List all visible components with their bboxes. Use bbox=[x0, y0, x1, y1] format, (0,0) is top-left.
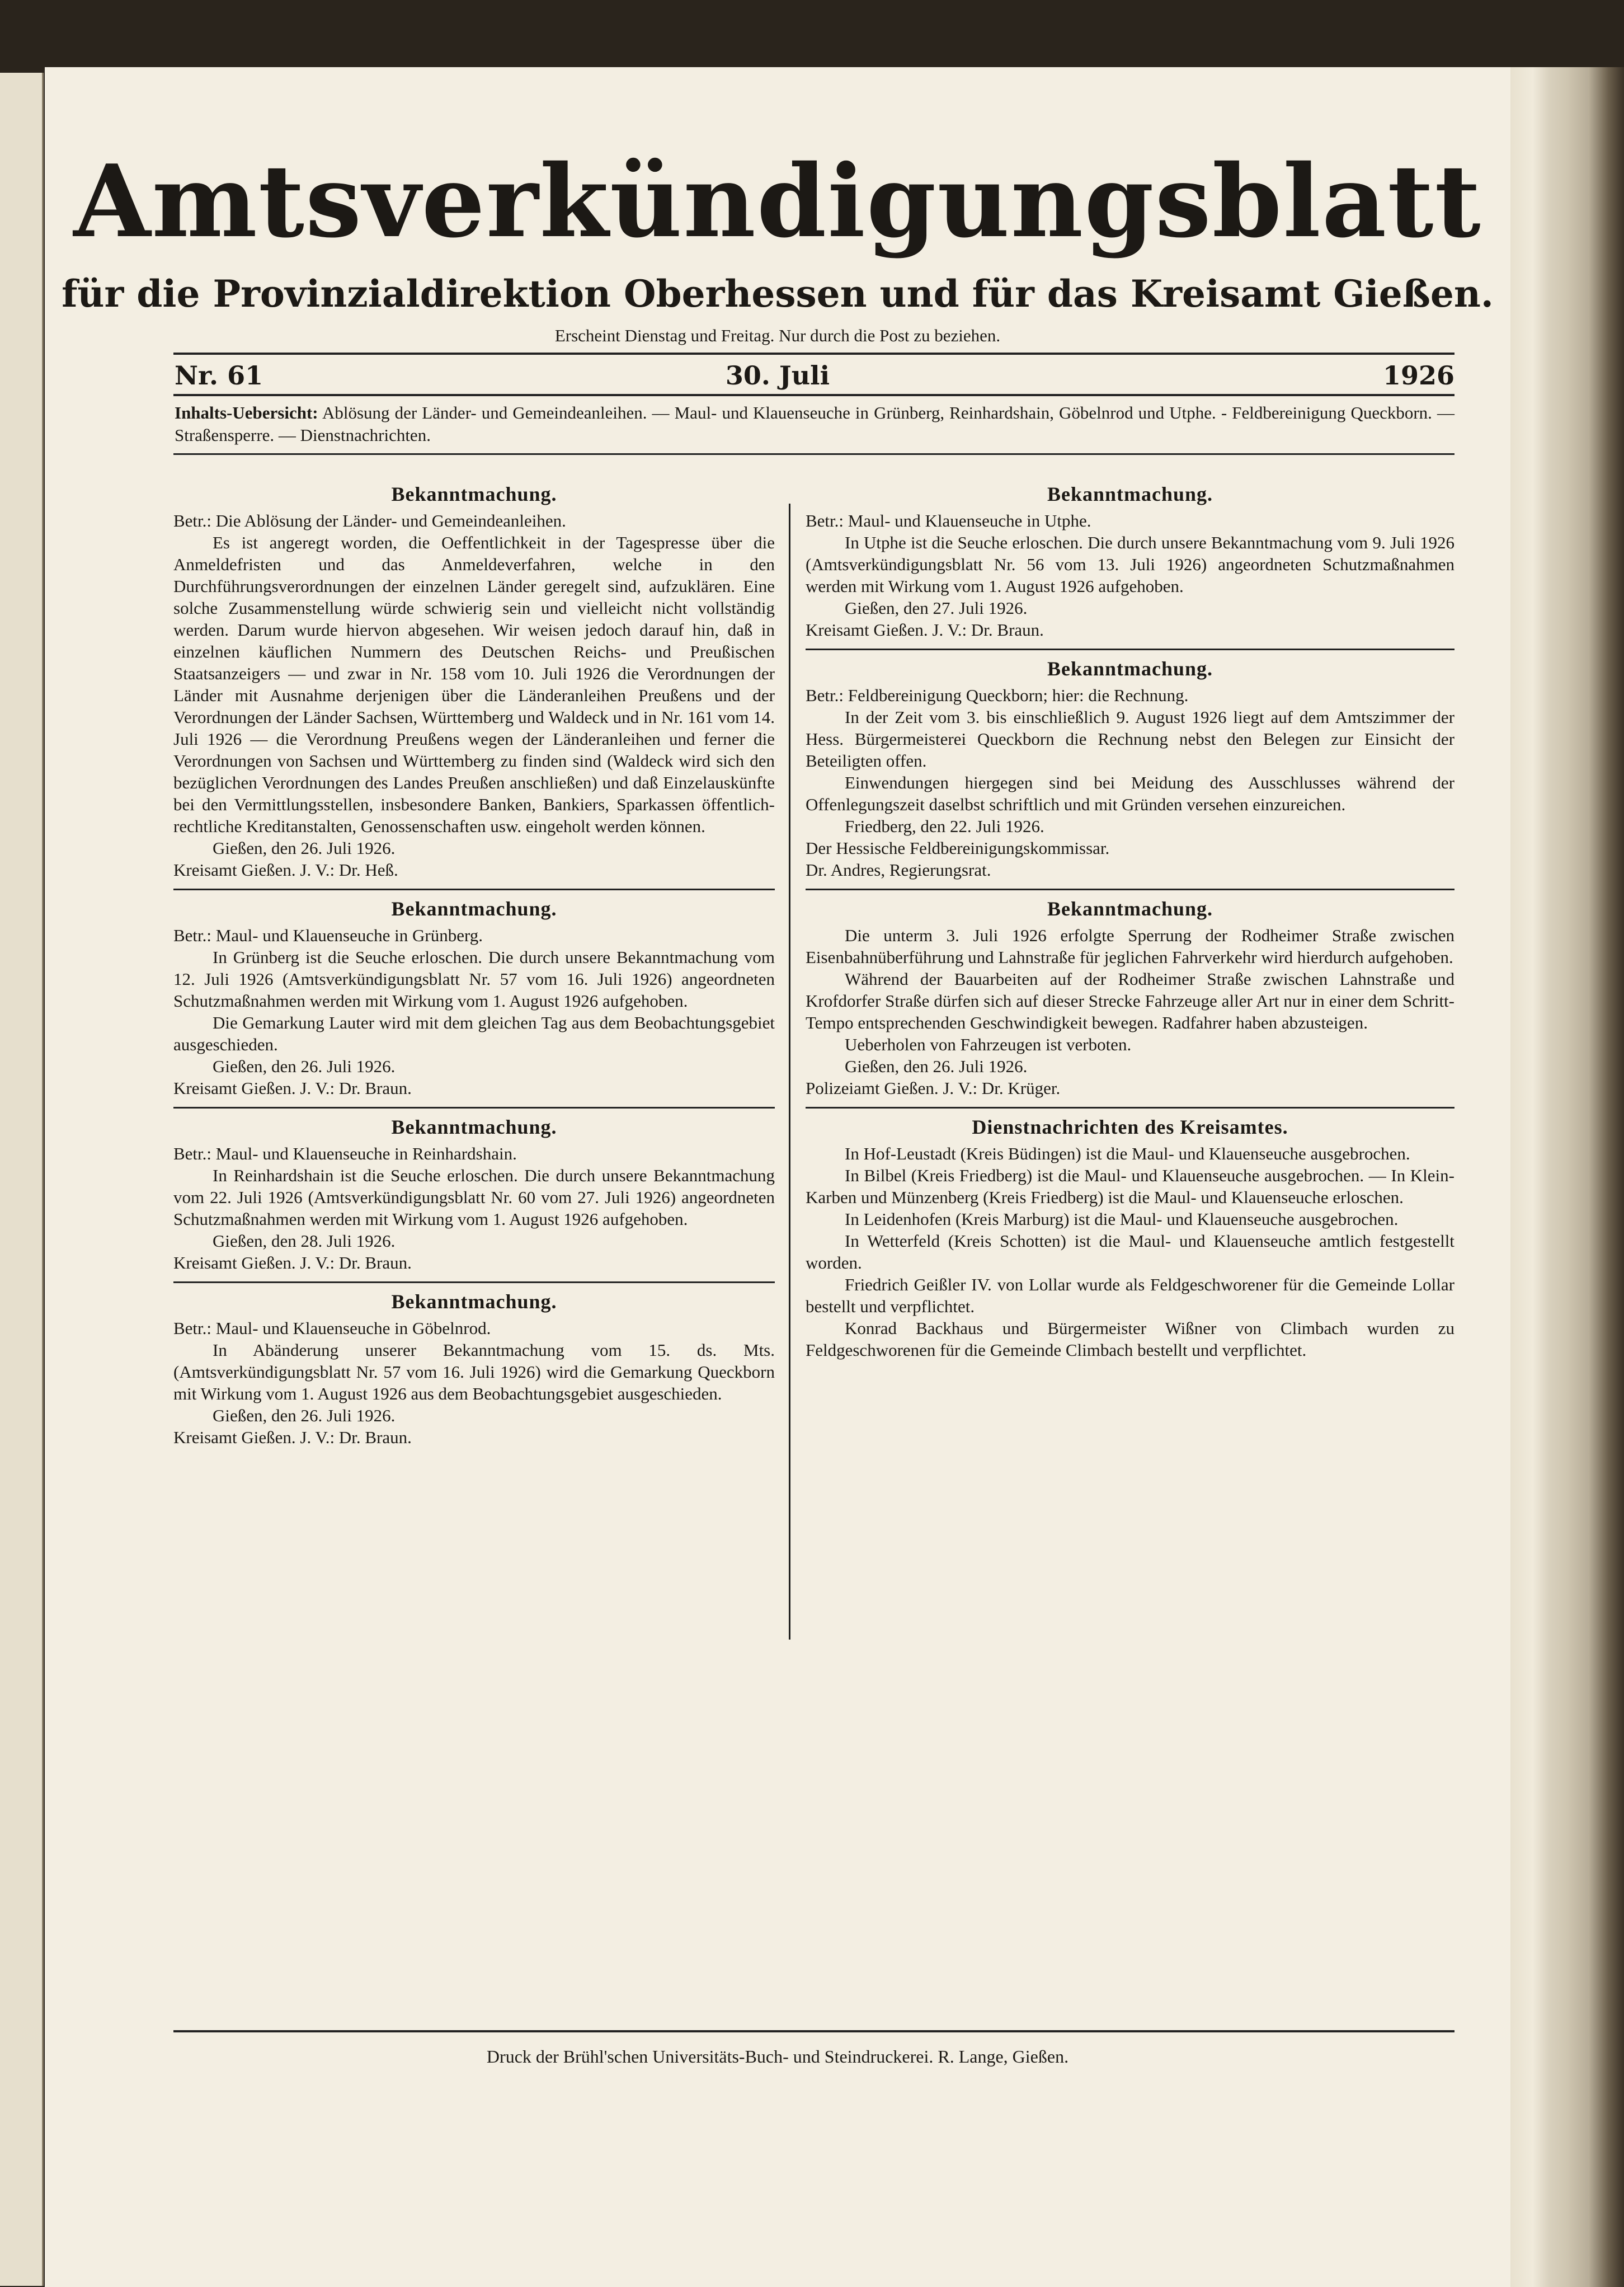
printer-imprint: Druck der Brühl'schen Universitäts-Buch- und Steindruckerei. R. Lange, Gießen. bbox=[486, 2046, 1069, 2067]
news-item: In Bilbel (Kreis Friedberg) ist die Maul- und Klauenseuche ausgebrochen. — In Klein-Karben und Münzenberg (Kreis Friedberg) ist die Maul- und Klauenseuche erloschen. bbox=[806, 1166, 1454, 1207]
notice-signature: Der Hessische Feldbereinigungskommissar. bbox=[806, 838, 1110, 858]
notice-divider bbox=[806, 889, 1454, 890]
notice-paragraph: Während der Bauarbeiten auf der Rodheimer Straße zwischen Lahnstraße und Krofdorfer Straße dürfen sich auf dieser Strecke Fahrzeuge aller Art nur in einer dem Schritt-Tempo entsprechenden Geschwindigkeit bewegen. Radfahrer haben abzusteigen. bbox=[806, 969, 1454, 1032]
previous-page-edge bbox=[0, 73, 44, 2286]
notice-paragraph: Es ist angeregt worden, die Oeffentlichkeit in der Tagespresse über die Anmeldefristen und das Anmeldeverfahren, welche in den Durchführungsverordnungen der einzelnen Länder geregelt sind, aufzuklären. Eine solche Zusammenstellung würde schwierig sein und vielleicht nicht vollständig werden. Darum wurde hiervon abgesehen. Wir weisen jedoch darauf hin, daß in einzelnen käuflichen Nummern des Deutschen Reichs- und Preußischen Staatsanzeigers — und zwar in Nr. 158 vom 10. Juli 1926 die Verordnungen der Länder mit Ausnahme derjenigen über die Länderanleihen Preußens und der Verordnungen der Länder Sachsen, Württemberg und Waldeck und in Nr. 161 vom 14. Juli 1926 — die Verordnung Preußens wegen der Länderanleihen und ferner die Verordnungen von Sachsen und Württemberg zu finden sind (Waldeck wird sich den bezüglichen Verordnungen des Landes Preußen anschließen) und daß Einzelauskünfte bei den Vermittlungsstellen, insbesondere Banken, Bankiers, Sparkassen öffentlich-rechtliche Kreditanstalten, Genossenschaften usw. eingeholt werden können. bbox=[173, 533, 775, 836]
masthead-rule-top bbox=[173, 353, 1454, 355]
notice-divider bbox=[806, 1107, 1454, 1109]
notice-paragraph: Die Gemarkung Lauter wird mit dem gleichen Tag aus dem Beobachtungsgebiet ausgeschieden. bbox=[173, 1013, 775, 1054]
left-column bbox=[173, 476, 775, 1448]
news-item: In Leidenhofen (Kreis Marburg) ist die Maul- und Klauenseuche ausgebrochen. bbox=[845, 1209, 1399, 1229]
notice-place-date: Gießen, den 28. Juli 1926. bbox=[213, 1231, 396, 1251]
notice-paragraph: Die unterm 3. Juli 1926 erfolgte Sperrung der Rodheimer Straße zwischen Eisenbahnüberführung und Lahnstraße für jeglichen Fahrverkehr wird hierdurch aufgehoben. bbox=[806, 926, 1454, 967]
notice-signature: Kreisamt Gießen. J. V.: Dr. Braun. bbox=[173, 1253, 412, 1272]
notice-paragraph: In Grünberg ist die Seuche erloschen. Die durch unsere Bekanntmachung vom 12. Juli 1926 (Amtsverkündigungsblatt Nr. 57 vom 16. Juli 1926) angeordneten Schutzmaßnahmen werden mit Wirkung vom 1. August 1926 aufgehoben. bbox=[173, 947, 775, 1011]
notice-place-date: Gießen, den 27. Juli 1926. bbox=[845, 598, 1028, 618]
notice-heading: Bekanntmachung. bbox=[1047, 658, 1213, 680]
notice-paragraph: In Reinhardshain ist die Seuche erloschen. Die durch unsere Bekanntmachung vom 22. Juli 1926 (Amtsverkündigungsblatt Nr. 60 vom 27. Juli 1926) angeordneten Schutzmaßnahmen werden mit Wirkung vom 1. August 1926 aufgehoben. bbox=[173, 1166, 775, 1229]
notice-place-date: Gießen, den 26. Juli 1926. bbox=[213, 1406, 396, 1425]
right-column bbox=[806, 476, 1454, 1361]
notice-divider bbox=[173, 1107, 775, 1109]
news-item: In Hof-Leustadt (Kreis Büdingen) ist die Maul- und Klauenseuche ausgebrochen. bbox=[845, 1144, 1410, 1163]
issue-number: Nr. 61 bbox=[175, 360, 263, 391]
notice-divider bbox=[806, 649, 1454, 650]
notice-divider bbox=[173, 1281, 775, 1283]
masthead-subtitle: für die Provinzialdirektion Oberhessen und für das Kreisamt Gießen. bbox=[62, 272, 1494, 316]
news-item: Friedrich Geißler IV. von Lollar wurde als Feldgeschworener für die Gemeinde Lollar bestellt und verpflichtet. bbox=[806, 1275, 1454, 1316]
notice-signature-title: Dr. Andres, Regierungsrat. bbox=[806, 860, 991, 880]
contents-summary bbox=[175, 402, 1454, 447]
issue-date: 30. Juli bbox=[725, 360, 830, 391]
notice-heading: Bekanntmachung. bbox=[391, 898, 557, 920]
column-divider bbox=[789, 504, 790, 1640]
notice-signature: Kreisamt Gießen. J. V.: Dr. Braun. bbox=[806, 620, 1044, 640]
masthead-title: Amtsverkündigungsblatt bbox=[73, 143, 1482, 260]
notice-heading: Bekanntmachung. bbox=[391, 1116, 557, 1138]
notice-place-date: Gießen, den 26. Juli 1926. bbox=[213, 838, 396, 858]
notice-subject: Betr.: Die Ablösung der Länder- und Gemeindeanleihen. bbox=[173, 511, 566, 530]
contents-rule bbox=[173, 453, 1454, 455]
notice-paragraph: In Utphe ist die Seuche erloschen. Die durch unsere Bekanntmachung vom 9. Juli 1926 (Amtsverkündigungsblatt Nr. 56 vom 13. Juli 1926) angeordneten Schutzmaßnahmen werden mit Wirkung vom 1. August 1926 aufgehoben. bbox=[806, 533, 1454, 596]
notice-heading: Bekanntmachung. bbox=[391, 483, 557, 505]
contents-label: Inhalts-Uebersicht: bbox=[175, 403, 318, 422]
notice-paragraph: In der Zeit vom 3. bis einschließlich 9. August 1926 liegt auf dem Amtszimmer der Hess. Bürgermeisterei Queckborn die Rechnung nebst den Belegen zur Einsicht der Beteiligten offen. bbox=[806, 707, 1454, 771]
notice-subject: Betr.: Feldbereinigung Queckborn; hier: die Rechnung. bbox=[806, 685, 1189, 705]
notice-signature: Kreisamt Gießen. J. V.: Dr. Braun. bbox=[173, 1427, 412, 1447]
notice-paragraph: In Abänderung unserer Bekanntmachung vom 15. ds. Mts. (Amtsverkündigungsblatt Nr. 57 vom 16. Juli 1926) wird die Gemarkung Queckborn mit Wirkung vom 1. August 1926 aus dem Beobachtungsgebiet ausgeschieden. bbox=[173, 1340, 775, 1403]
notice-place-date: Gießen, den 26. Juli 1926. bbox=[845, 1056, 1028, 1076]
notice-paragraph: Einwendungen hiergegen sind bei Meidung des Ausschlusses während der Offenlegungszeit daselbst schriftlich und mit Gründen versehen einzureichen. bbox=[806, 773, 1454, 814]
section-heading: Dienstnachrichten des Kreisamtes. bbox=[972, 1116, 1288, 1138]
notice-place-date: Gießen, den 26. Juli 1926. bbox=[213, 1056, 396, 1076]
notice-subject: Betr.: Maul- und Klauenseuche in Göbelnrod. bbox=[173, 1318, 491, 1338]
news-item: Konrad Backhaus und Bürgermeister Wißner von Climbach wurden zu Feldgeschworenen für die Gemeinde Climbach bestellt und verpflichtet. bbox=[806, 1318, 1454, 1360]
news-item: In Wetterfeld (Kreis Schotten) ist die Maul- und Klauenseuche amtlich festgestellt worden. bbox=[806, 1231, 1454, 1272]
notice-signature: Kreisamt Gießen. J. V.: Dr. Heß. bbox=[173, 860, 398, 880]
notice-place-date: Friedberg, den 22. Juli 1926. bbox=[845, 816, 1044, 836]
masthead-rule-bottom bbox=[173, 394, 1454, 396]
masthead-note: Erscheint Dienstag und Freitag. Nur durch die Post zu beziehen. bbox=[554, 326, 1001, 345]
notice-paragraph: Ueberholen von Fahrzeugen ist verboten. bbox=[845, 1035, 1132, 1054]
notice-heading: Bekanntmachung. bbox=[1047, 898, 1213, 920]
issue-year: 1926 bbox=[1382, 360, 1454, 391]
notice-heading: Bekanntmachung. bbox=[391, 1290, 557, 1313]
binder-edge bbox=[1510, 67, 1624, 2287]
footer-rule bbox=[173, 2030, 1454, 2032]
notice-subject: Betr.: Maul- und Klauenseuche in Grünberg. bbox=[173, 926, 483, 945]
notice-signature: Polizeiamt Gießen. J. V.: Dr. Krüger. bbox=[806, 1078, 1061, 1098]
newspaper-page bbox=[45, 67, 1510, 2287]
notice-subject: Betr.: Maul- und Klauenseuche in Reinhardshain. bbox=[173, 1144, 517, 1163]
notice-heading: Bekanntmachung. bbox=[1047, 483, 1213, 505]
notice-divider bbox=[173, 889, 775, 890]
notice-signature: Kreisamt Gießen. J. V.: Dr. Braun. bbox=[173, 1078, 412, 1098]
notice-subject: Betr.: Maul- und Klauenseuche in Utphe. bbox=[806, 511, 1091, 530]
contents-text: Ablösung der Länder- und Gemeindeanleihen. — Maul- und Klauenseuche in Grünberg, Reinhardshain, Göbelnrod und Utphe. - Feldbereinigung Queckborn. — Straßensperre. — Dienstnachrichten. bbox=[175, 403, 1454, 445]
